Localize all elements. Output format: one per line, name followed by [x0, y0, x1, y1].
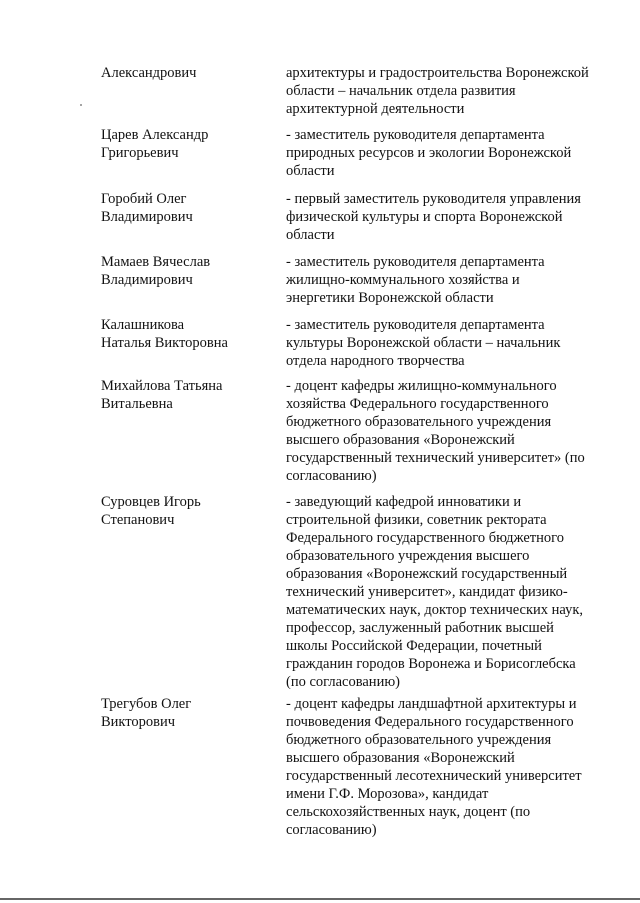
- member-role: - доцент кафедры жилищно-коммунального хозяйства Федерального государственного бюджетного образовательного учреждения высшего образования «Воронежский государственный технический университет» (по согласованию): [286, 378, 585, 484]
- member-name: Царев Александр Григорьевич: [101, 127, 209, 161]
- page-bottom-edge: [0, 898, 640, 900]
- member-role: - заместитель руководителя департамента природных ресурсов и экологии Воронежской области: [286, 127, 572, 179]
- member-role: - доцент кафедры ландшафтной архитектуры и почвоведения Федерального государственного бюджетного образовательного учреждения высшего образования «Воронежский государственный лесотехнический университет имени Г.Ф. Морозова», кандидат сельскохозяйственных наук, доцент (по согласованию): [286, 696, 582, 838]
- member-name: Михайлова Татьяна Витальевна: [101, 378, 223, 412]
- member-role: - первый заместитель руководителя управления физической культуры и спорта Воронежской области: [286, 191, 581, 243]
- member-name: Александрович: [101, 65, 197, 81]
- member-role: - заместитель руководителя департамента жилищно-коммунального хозяйства и энергетики Воронежской области: [286, 254, 545, 306]
- member-name: Калашникова Наталья Викторовна: [101, 317, 228, 351]
- member-name: Трегубов Олег Викторович: [101, 696, 192, 730]
- member-role: архитектуры и градостроительства Воронежской области – начальник отдела развития архитектурной деятельности: [286, 65, 589, 117]
- member-name: Мамаев Вячеслав Владимирович: [101, 254, 211, 288]
- member-name: Горобий Олег Владимирович: [101, 191, 193, 225]
- scan-speck: [80, 104, 82, 106]
- member-role: - заведующий кафедрой инноватики и строительной физики, советник ректората Федерального государственного бюджетного образовательного учреждения высшего образования «Воронежский государственный технический университет», кандидат физико- математических наук, доктор технических наук, профессор, заслуженный работник высшей школы Российской Федерации, почетный гражданин городов Воронежа и Борисоглебска (по согласованию): [286, 494, 584, 690]
- member-role: - заместитель руководителя департамента культуры Воронежской области – начальник отдела народного творчества: [286, 317, 561, 369]
- member-name: Суровцев Игорь Степанович: [101, 494, 201, 528]
